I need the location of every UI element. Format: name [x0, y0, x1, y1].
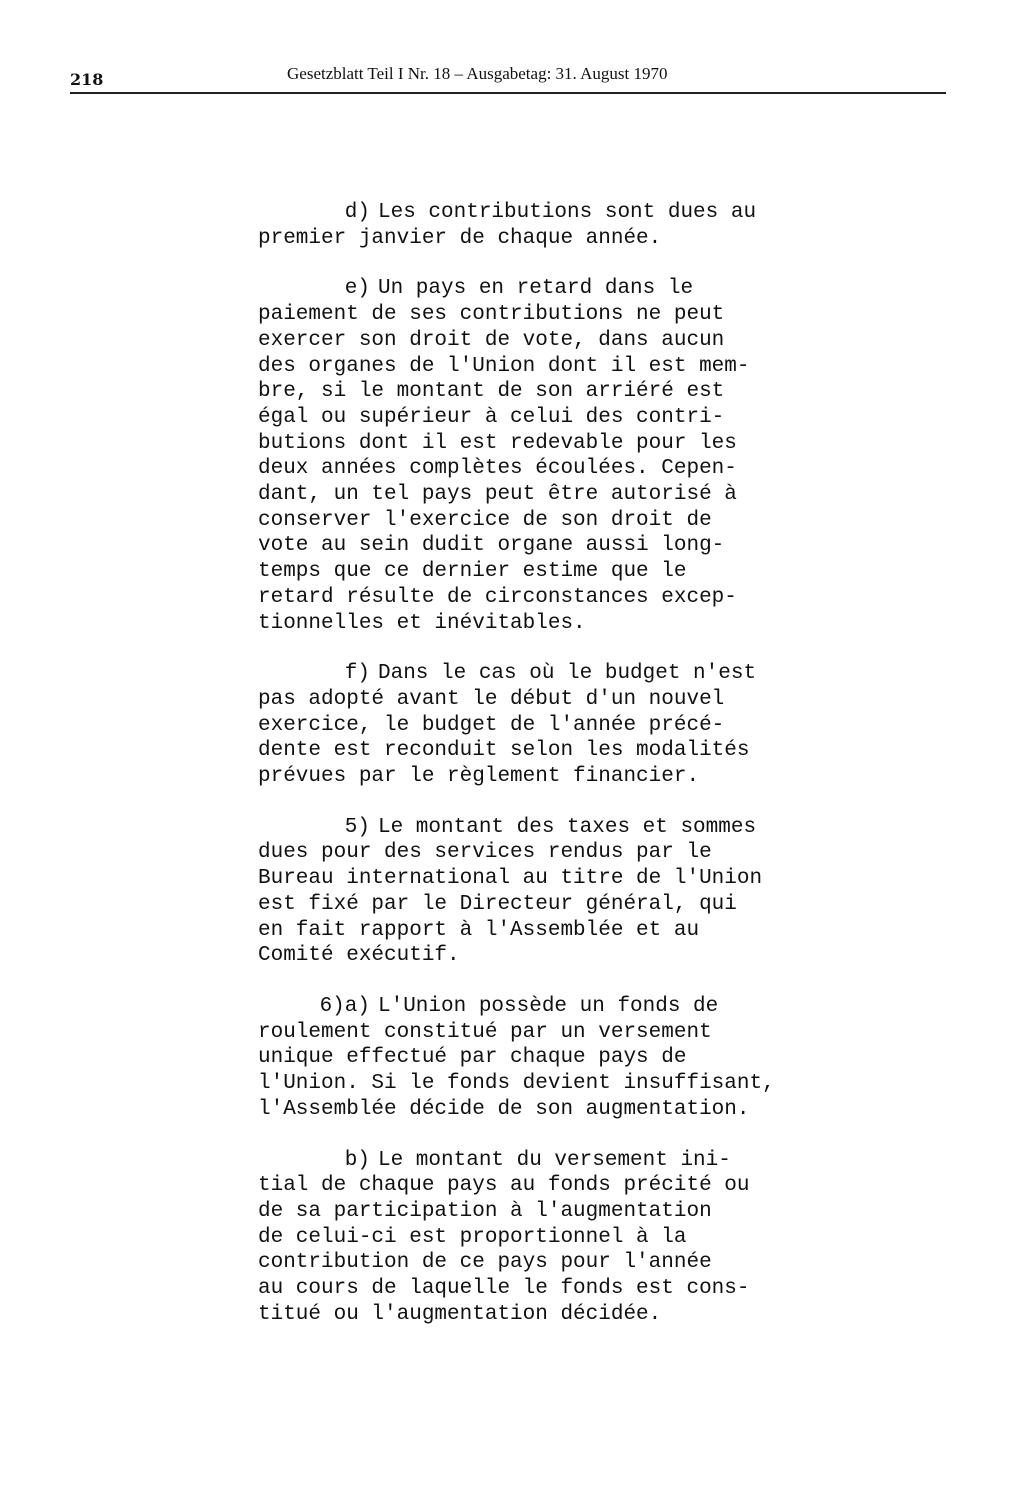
paragraph-text: Un pays en retard dans le paiement de ses contributions ne peut exercer son droit de vote, dans aucun des organes de l'Union dont il est mem- bre, si le montant de son arriéré est égal ou supérieur à celui des contri- butions dont il est redevable pour les deux années complètes écoulées. Cepen- dant, un tel pays peut être autorisé à conserver l'exercice de son droit de vote au sein dudit organe aussi long- temps que ce dernier estime que le retard résulte de circonstances excep- tionnelles et inévitables.: [258, 277, 750, 635]
running-title: Gesetzblatt Teil I Nr. 18 – Ausgabetag: 31. August 1970: [287, 64, 668, 83]
paragraph-text: Les contributions sont dues au premier janvier de chaque année.: [258, 201, 757, 250]
paragraph-b: [258, 1148, 798, 1328]
paragraph-marker: f): [344, 662, 370, 686]
page-number: 218: [70, 70, 104, 89]
paragraph-5: [258, 815, 798, 969]
paragraph-marker: e): [344, 277, 370, 301]
paragraph-marker: d): [344, 201, 370, 224]
paragraph-marker: 5): [344, 815, 370, 839]
paragraph-marker: b): [344, 1148, 370, 1172]
page-header: [70, 62, 946, 94]
paragraph-f: [258, 661, 798, 790]
paragraph-text: Le montant des taxes et sommes dues pour des services rendus par le Bureau international au titre de l'Union est fixé par le Directeur général, qui en fait rapport à l'Assemblée et au Comité exécutif.: [258, 815, 763, 968]
paragraph-text: Dans le cas où le budget n'est pas adopté avant le début d'un nouvel exercice, le budget de l'année précé- dente est reconduit selon les modalités prévues par le règlement financier.: [258, 662, 757, 789]
paragraph-d: [258, 200, 798, 251]
paragraph-e: [258, 276, 798, 636]
paragraph-text: L'Union possède un fonds de roulement constitué par un versement unique effectué par chaque pays de l'Union. Si le fonds devient insuffisant, l'Assemblée décide de son augmentation.: [258, 994, 775, 1121]
paragraph-6a: [258, 994, 798, 1123]
paragraph-marker: 6)a): [319, 994, 370, 1018]
paragraph-text: Le montant du versement ini- tial de chaque pays au fonds précité ou de sa participation à l'augmentation de celui-ci est proportionnel à la contribution de ce pays pour l'année au cours de laquelle le fonds est cons- titué ou l'augmentation décidée.: [258, 1148, 750, 1326]
body-text: [258, 200, 798, 1352]
